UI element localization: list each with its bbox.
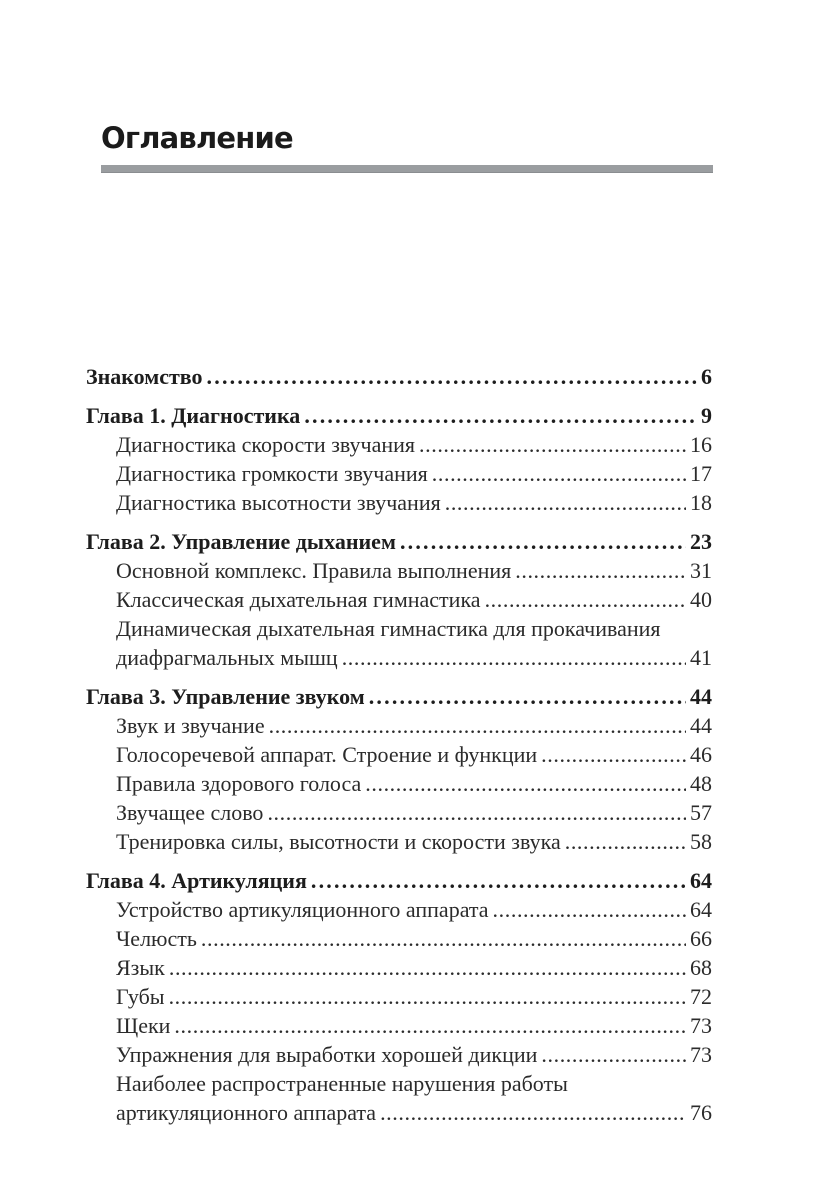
dot-leader xyxy=(207,362,697,391)
toc-entry xyxy=(86,924,712,953)
dot-leader xyxy=(169,982,686,1011)
toc-entry xyxy=(86,459,712,488)
toc-entry xyxy=(86,556,712,585)
toc-entry xyxy=(86,740,712,769)
dot-leader xyxy=(432,459,686,488)
toc-entry-label: Тренировка силы, высотности и скорости звука xyxy=(116,829,561,854)
dot-leader xyxy=(304,401,697,430)
toc-entry-label: Глава 2. Управление дыханием xyxy=(86,529,396,554)
page-number: 64 xyxy=(690,868,712,893)
toc-entry-label: Диагностика высотности звучания xyxy=(116,490,441,515)
toc-entry-label: Звук и звучание xyxy=(116,713,265,738)
toc-entry-label: артикуляционного аппарата xyxy=(116,1100,377,1125)
toc-entry xyxy=(86,614,712,643)
toc-entry-label: Губы xyxy=(116,984,165,1009)
page-number: 58 xyxy=(690,829,712,854)
page-number: 76 xyxy=(690,1100,712,1125)
dot-leader xyxy=(493,895,686,924)
toc-entry xyxy=(86,1011,712,1040)
page-number: 17 xyxy=(690,461,712,486)
toc-entry xyxy=(86,798,712,827)
page-number: 64 xyxy=(690,897,712,922)
toc-entry-label: Динамическая дыхательная гимнастика для прокачивания xyxy=(116,616,661,641)
dot-leader xyxy=(267,798,686,827)
toc-entry xyxy=(86,1040,712,1069)
page-number: 48 xyxy=(690,771,712,796)
toc-entry-label: Челюсть xyxy=(116,926,197,951)
page-number: 57 xyxy=(690,800,712,825)
toc-entry xyxy=(86,827,712,856)
dot-leader xyxy=(541,740,686,769)
dot-leader xyxy=(369,682,686,711)
page-number: 68 xyxy=(690,955,712,980)
dot-leader xyxy=(174,1011,686,1040)
toc-entry xyxy=(86,401,712,430)
page-number: 16 xyxy=(690,432,712,457)
toc-entry-label: Упражнения для выработки хорошей дикции xyxy=(116,1042,538,1067)
toc-entry-label: Диагностика скорости звучания xyxy=(116,432,416,457)
dot-leader xyxy=(565,827,686,856)
toc-entry xyxy=(86,488,712,517)
page-number: 72 xyxy=(690,984,712,1009)
title-underline-bar xyxy=(101,165,713,173)
toc-entry-label: Глава 3. Управление звуком xyxy=(86,684,365,709)
page-number: 66 xyxy=(690,926,712,951)
page-number: 6 xyxy=(701,364,712,389)
page-header xyxy=(101,122,293,154)
dot-leader xyxy=(380,1098,686,1127)
toc-entry xyxy=(86,1069,712,1098)
dot-leader xyxy=(541,1040,686,1069)
toc-list xyxy=(86,362,712,1127)
toc-entry xyxy=(86,585,712,614)
toc-entry-label: Звучащее слово xyxy=(116,800,264,825)
page-number: 31 xyxy=(690,558,712,583)
toc-entry-continuation xyxy=(86,643,712,672)
toc-entry xyxy=(86,362,712,391)
dot-leader xyxy=(269,711,686,740)
page-number: 44 xyxy=(690,713,712,738)
dot-leader xyxy=(445,488,686,517)
dot-leader xyxy=(365,769,686,798)
dot-leader xyxy=(485,585,686,614)
toc-entry xyxy=(86,711,712,740)
toc-entry-label: Глава 1. Диагностика xyxy=(86,403,301,428)
dot-leader xyxy=(311,866,686,895)
page-number: 41 xyxy=(690,645,712,670)
dot-leader xyxy=(400,527,686,556)
page-number: 23 xyxy=(690,529,712,554)
toc-entry-label: Наиболее распространенные нарушения работы xyxy=(116,1071,568,1096)
toc-entry-label: Основной комплекс. Правила выполнения xyxy=(116,558,512,583)
page-number: 9 xyxy=(701,403,712,428)
toc-entry-label: Классическая дыхательная гимнастика xyxy=(116,587,481,612)
toc-entry-label: Щеки xyxy=(116,1013,171,1038)
dot-leader xyxy=(419,430,686,459)
toc-entry-label: Голосоречевой аппарат. Строение и функции xyxy=(116,742,538,767)
toc-entry-label: Язык xyxy=(116,955,165,980)
toc-entry-label: Знакомство xyxy=(86,364,203,389)
toc-entry xyxy=(86,982,712,1011)
toc-entry xyxy=(86,769,712,798)
dot-leader xyxy=(342,643,686,672)
page-number: 18 xyxy=(690,490,712,515)
toc-entry xyxy=(86,430,712,459)
dot-leader xyxy=(201,924,686,953)
page-number: 73 xyxy=(690,1042,712,1067)
toc-entry xyxy=(86,682,712,711)
toc-entry xyxy=(86,953,712,982)
toc-entry xyxy=(86,866,712,895)
toc-entry-label: Устройство артикуляционного аппарата xyxy=(116,897,489,922)
toc-entry-label: Глава 4. Артикуляция xyxy=(86,868,307,893)
toc-entry-label: диафрагмальных мышц xyxy=(116,645,338,670)
page-number: 73 xyxy=(690,1013,712,1038)
page-title: Оглавление xyxy=(101,121,293,155)
page-number: 46 xyxy=(690,742,712,767)
page-number: 40 xyxy=(690,587,712,612)
page-number: 44 xyxy=(690,684,712,709)
toc-entry-continuation xyxy=(86,1098,712,1127)
toc-entry xyxy=(86,895,712,924)
dot-leader xyxy=(515,556,686,585)
dot-leader xyxy=(169,953,686,982)
toc-entry-label: Правила здорового голоса xyxy=(116,771,362,796)
toc-entry-label: Диагностика громкости звучания xyxy=(116,461,428,486)
toc-entry xyxy=(86,527,712,556)
